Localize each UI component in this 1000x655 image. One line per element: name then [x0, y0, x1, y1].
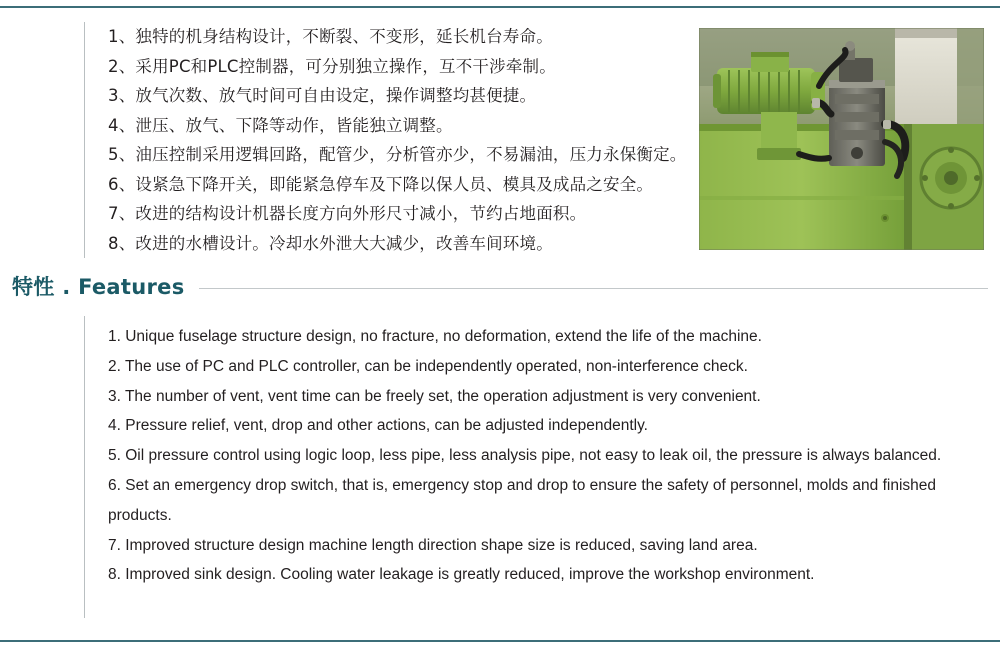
- hydraulic-unit-illustration: [699, 28, 984, 250]
- list-item: 8. Improved sink design. Cooling water leakage is greatly reduced, improve the workshop environment.: [108, 566, 815, 584]
- list-item: 4. Pressure relief, vent, drop and other actions, can be adjusted independently.: [108, 417, 648, 435]
- top-divider-rule: [0, 6, 1000, 8]
- list-item: 4、泄压、放气、下降等动作，皆能独立调整。: [108, 115, 453, 135]
- english-block-left-rule: [84, 316, 85, 618]
- bottom-divider-rule: [0, 640, 1000, 642]
- list-item: 1、独特的机身结构设计，不断裂、不变形，延长机台寿命。: [108, 27, 553, 46]
- chinese-block-left-rule: [84, 22, 85, 258]
- features-section-header: [12, 268, 988, 304]
- list-item: 6、设紧急下降开关，即能紧急停车及下降以保人员、模具及成品之安全。: [108, 174, 654, 194]
- list-item: 5. Oil pressure control using logic loop, less pipe, less analysis pipe, not easy to leak oil, the pressure is always balanced.: [108, 447, 942, 465]
- list-item: 6. Set an emergency drop switch, that is, emergency stop and drop to ensure the safety of personnel, molds and finished products.: [108, 476, 937, 524]
- page-title: 特性 . Features: [12, 275, 185, 299]
- list-item: 2、采用PC和PLC控制器，可分别独立操作，互不干涉牵制。: [108, 56, 556, 76]
- list-item: 7. Improved structure design machine length direction shape size is reduced, saving land area.: [108, 536, 758, 554]
- chinese-features-list: [108, 22, 688, 258]
- list-item: 1. Unique fuselage structure design, no fracture, no deformation, extend the life of the machine.: [108, 328, 762, 345]
- list-item: 7、改进的结构设计机器长度方向外形尺寸减小，节约占地面积。: [108, 204, 587, 223]
- english-features-list: [108, 322, 988, 590]
- list-item: 3. The number of vent, vent time can be freely set, the operation adjustment is very convenient.: [108, 387, 761, 405]
- list-item: 3、放气次数、放气时间可自由设定，操作调整均甚便捷。: [108, 86, 537, 105]
- heading-rule: [199, 288, 989, 289]
- list-item: 8、改进的水槽设计。冷却水外泄大大减少，改善车间环境。: [108, 233, 553, 253]
- hydraulic-unit-photo: [699, 28, 984, 250]
- list-item: 5、油压控制采用逻辑回路，配管少，分析管亦少，不易漏油，压力永保衡定。: [108, 145, 687, 164]
- list-item: 2. The use of PC and PLC controller, can be independently operated, non-interference check.: [108, 357, 748, 375]
